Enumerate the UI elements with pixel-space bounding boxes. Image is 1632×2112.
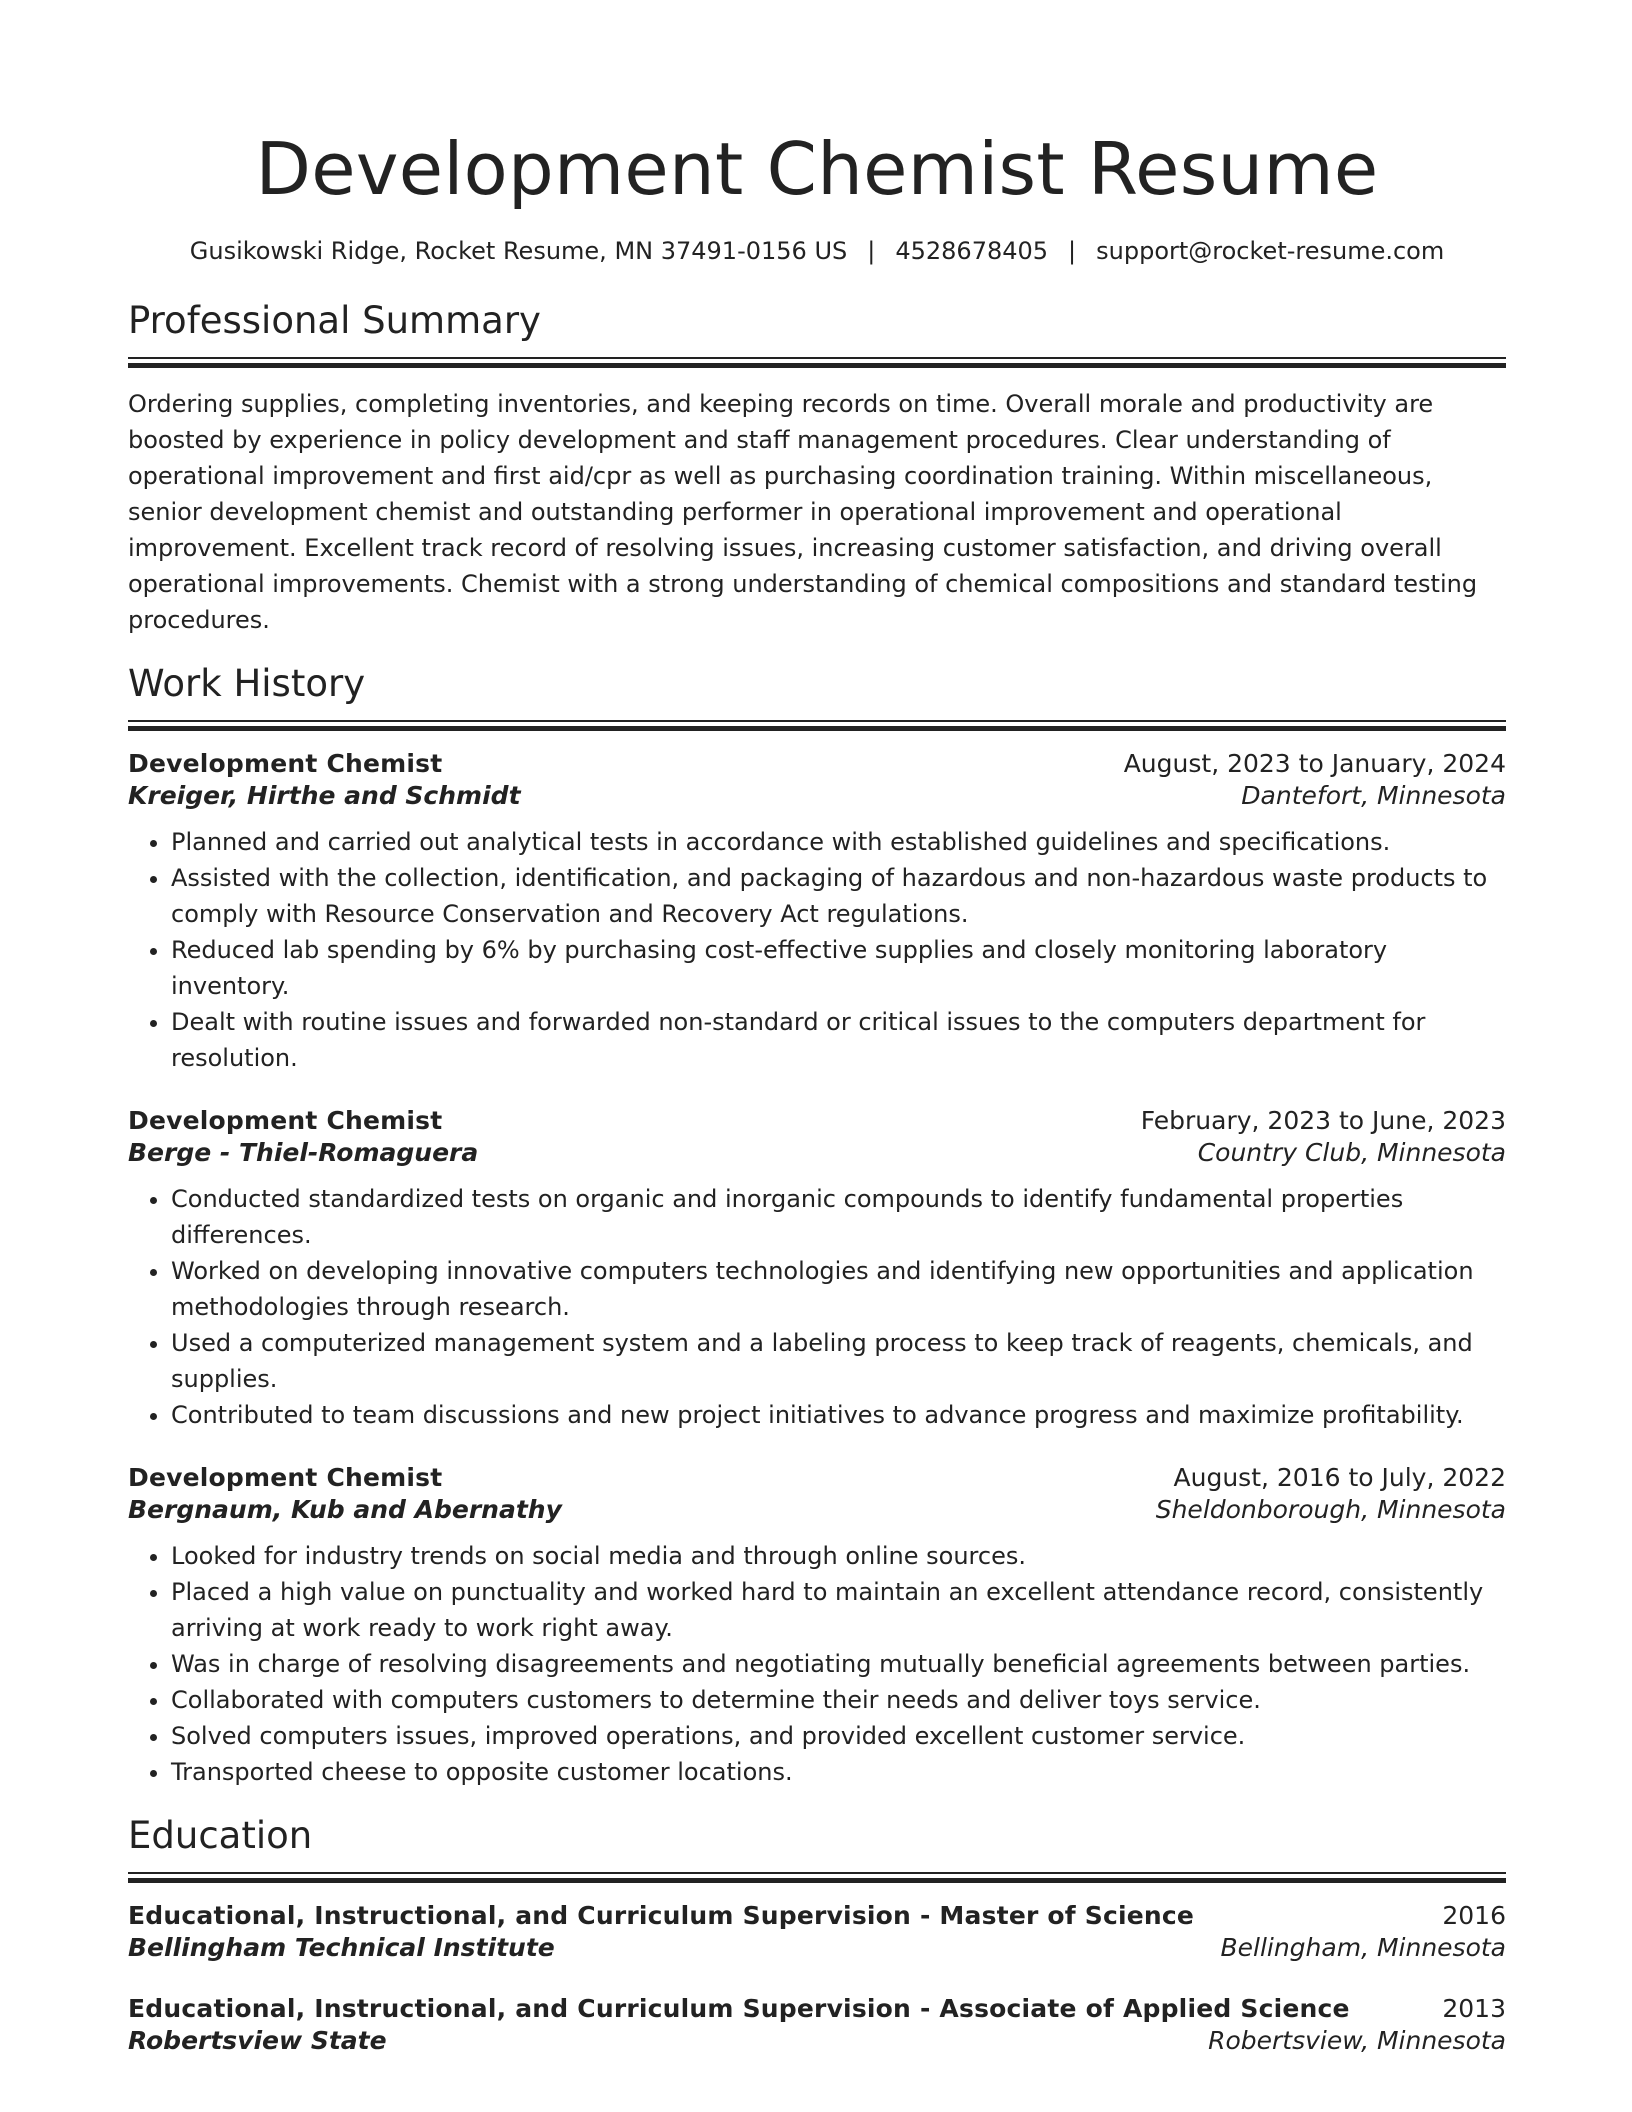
section-heading-summary: Professional Summary xyxy=(128,299,541,342)
job-entry xyxy=(128,749,1506,1076)
job-company: Bergnaum, Kub and Abernathy xyxy=(128,1495,562,1524)
list-item: • Was in charge of resolving disagreements and negotiating mutually beneficial agreements between parties. xyxy=(171,1646,1506,1682)
education-header-row xyxy=(128,1901,1506,1930)
job-company-row xyxy=(128,1495,1506,1524)
contact-address: Gusikowski Ridge, Rocket Resume, MN 37491-0156 US xyxy=(189,237,848,265)
list-item: • Assisted with the collection, identification, and packaging of hazardous and non-hazardous waste products to comply with Resource Conservation and Recovery Act regulations. xyxy=(171,860,1506,932)
education-location: Bellingham, Minnesota xyxy=(1220,1933,1506,1962)
summary-section xyxy=(128,297,1506,638)
job-company: Berge - Thiel-Romaguera xyxy=(128,1138,479,1167)
job-title: Development Chemist xyxy=(128,1106,443,1135)
education-school: Robertsview State xyxy=(128,2026,387,2055)
list-item: • Planned and carried out analytical tests in accordance with established guidelines and specifications. xyxy=(171,824,1506,860)
contact-line xyxy=(128,234,1506,268)
list-item: • Dealt with routine issues and forwarded non-standard or critical issues to the computers department for resolution. xyxy=(171,1004,1506,1076)
education-location: Robertsview, Minnesota xyxy=(1208,2026,1506,2055)
job-dates: August, 2023 to January, 2024 xyxy=(1123,749,1506,778)
job-location: Sheldonborough, Minnesota xyxy=(1155,1495,1506,1524)
education-entry xyxy=(128,1994,1506,2055)
list-item: • Solved computers issues, improved operations, and provided excellent customer service. xyxy=(171,1718,1506,1754)
job-dates: August, 2016 to July, 2022 xyxy=(1173,1463,1506,1492)
job-bullets xyxy=(128,1181,1506,1433)
list-item: • Placed a high value on punctuality and worked hard to maintain an excellent attendance record, consistently arriving at work ready to work right away. xyxy=(171,1574,1506,1646)
education-school-row xyxy=(128,1933,1506,1962)
job-bullets xyxy=(128,824,1506,1076)
job-entry xyxy=(128,1463,1506,1790)
job-dates: February, 2023 to June, 2023 xyxy=(1140,1106,1506,1135)
section-heading-work: Work History xyxy=(128,662,366,705)
summary-text: Ordering supplies, completing inventories, and keeping records on time. Overall morale and productivity are boosted by experience in policy development and staff management procedures. Clear understanding of operational improvement and first aid/cpr as well as purchasing coordination training. Within miscellaneous, senior development chemist and outstanding performer in operational improvement and operational improvement. Excellent track record of resolving issues, increasing customer satisfaction, and driving overall operational improvements. Chemist with a strong understanding of chemical compositions and standard testing procedures. xyxy=(128,390,1478,634)
list-item: • Reduced lab spending by 6% by purchasing cost-effective supplies and closely monitoring laboratory inventory. xyxy=(171,932,1506,1004)
list-item: • Transported cheese to opposite customer locations. xyxy=(171,1754,1506,1790)
contact-separator: | xyxy=(1068,237,1077,265)
education-school: Bellingham Technical Institute xyxy=(128,1933,555,1962)
education-header-row xyxy=(128,1994,1506,2023)
job-bullets xyxy=(128,1538,1506,1790)
education-school-row xyxy=(128,2026,1506,2055)
job-company-row xyxy=(128,781,1506,810)
job-entry xyxy=(128,1106,1506,1433)
job-company-row xyxy=(128,1138,1506,1167)
list-item: • Looked for industry trends on social media and through online sources. xyxy=(171,1538,1506,1574)
job-title: Development Chemist xyxy=(128,749,443,778)
education-section xyxy=(128,1812,1506,2055)
job-location: Country Club, Minnesota xyxy=(1197,1138,1506,1167)
job-header-row xyxy=(128,749,1506,778)
section-heading-education: Education xyxy=(128,1814,313,1857)
job-company: Kreiger, Hirthe and Schmidt xyxy=(128,781,521,810)
education-degree: Educational, Instructional, and Curriculum Supervision - Associate of Applied Science xyxy=(128,1994,1350,2023)
work-history-section xyxy=(128,660,1506,1790)
contact-phone: 4528678405 xyxy=(895,237,1049,265)
education-year: 2013 xyxy=(1442,1994,1506,2023)
job-location: Dantefort, Minnesota xyxy=(1241,781,1506,810)
education-year: 2016 xyxy=(1442,1901,1506,1930)
page-title: Development Chemist Resume xyxy=(255,127,1379,211)
section-divider xyxy=(128,357,1506,368)
section-divider xyxy=(128,720,1506,731)
job-header-row xyxy=(128,1463,1506,1492)
section-divider xyxy=(128,1872,1506,1883)
list-item: • Collaborated with computers customers to determine their needs and deliver toys service. xyxy=(171,1682,1506,1718)
list-item: • Worked on developing innovative computers technologies and identifying new opportunities and application methodologies through research. xyxy=(171,1253,1506,1325)
list-item: • Contributed to team discussions and new project initiatives to advance progress and maximize profitability. xyxy=(171,1397,1506,1433)
contact-separator: | xyxy=(867,237,876,265)
list-item: • Conducted standardized tests on organic and inorganic compounds to identify fundamental properties differences. xyxy=(171,1181,1506,1253)
list-item: • Used a computerized management system and a labeling process to keep track of reagents, chemicals, and supplies. xyxy=(171,1325,1506,1397)
education-entry xyxy=(128,1901,1506,1962)
job-header-row xyxy=(128,1106,1506,1135)
contact-email: support@rocket-resume.com xyxy=(1096,237,1445,265)
education-degree: Educational, Instructional, and Curriculum Supervision - Master of Science xyxy=(128,1901,1195,1930)
job-title: Development Chemist xyxy=(128,1463,443,1492)
